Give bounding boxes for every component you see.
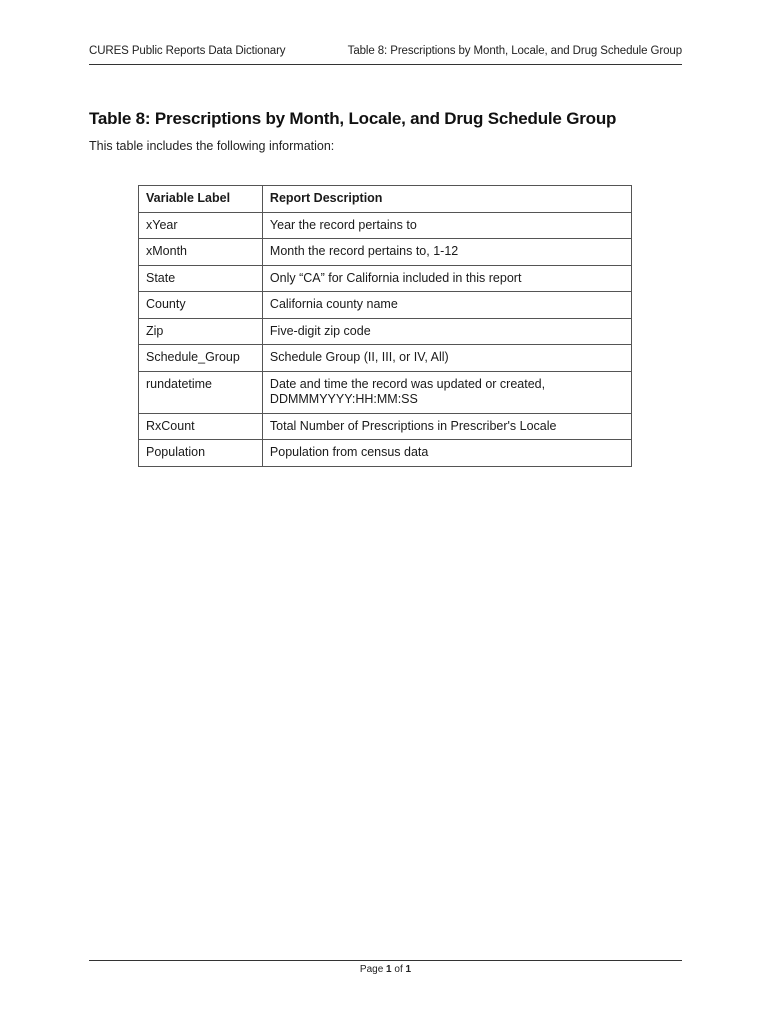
- table-row: [139, 239, 632, 266]
- total-pages-number: 1: [405, 964, 412, 975]
- intro-text: This table includes the following information:: [89, 139, 335, 153]
- report-description-cell: Schedule Group (II, III, or IV, All): [262, 345, 631, 372]
- table-row: [139, 318, 632, 345]
- page-footer: [89, 960, 682, 975]
- report-description-cell: [262, 371, 631, 413]
- variable-label-cell: xMonth: [139, 239, 263, 266]
- table-row: [139, 413, 632, 440]
- variable-label-cell: Zip: [139, 318, 263, 345]
- description-line-1: Date and time the record was updated or created,: [269, 376, 546, 391]
- table-row: [139, 440, 632, 467]
- header-left-text: CURES Public Reports Data Dictionary: [89, 45, 286, 57]
- table-row: [139, 212, 632, 239]
- page-word: Page: [359, 964, 384, 975]
- variable-label-cell: Schedule_Group: [139, 345, 263, 372]
- report-description-cell: Five-digit zip code: [262, 318, 631, 345]
- page-header: [89, 45, 682, 65]
- data-dictionary-table: [138, 185, 632, 467]
- report-description-cell: Year the record pertains to: [262, 212, 631, 239]
- variable-label-cell: County: [139, 292, 263, 319]
- of-word: of: [394, 964, 403, 975]
- variable-label-cell: Population: [139, 440, 263, 467]
- report-description-cell: Month the record pertains to, 1-12: [262, 239, 631, 266]
- table-header-row: [139, 186, 632, 213]
- variable-label-cell: RxCount: [139, 413, 263, 440]
- table-row: [139, 371, 632, 413]
- report-description-cell: California county name: [262, 292, 631, 319]
- variable-label-cell: State: [139, 265, 263, 292]
- table-row: [139, 345, 632, 372]
- report-description-cell: Population from census data: [262, 440, 631, 467]
- variable-label-cell: xYear: [139, 212, 263, 239]
- column-header-report-description: Report Description: [262, 186, 631, 213]
- header-right-text: Table 8: Prescriptions by Month, Locale, and Drug Schedule Group: [347, 45, 682, 57]
- table-row: [139, 292, 632, 319]
- report-description-cell: Only “CA” for California included in this report: [262, 265, 631, 292]
- page-title: Table 8: Prescriptions by Month, Locale, and Drug Schedule Group: [89, 109, 617, 128]
- description-line-2: DDMMMYYYY:HH:MM:SS: [269, 392, 418, 406]
- variable-label-cell: rundatetime: [139, 371, 263, 413]
- column-header-variable-label: Variable Label: [139, 186, 263, 213]
- report-description-cell: Total Number of Prescriptions in Prescriber's Locale: [262, 413, 631, 440]
- current-page-number: 1: [386, 964, 392, 975]
- table-row: [139, 265, 632, 292]
